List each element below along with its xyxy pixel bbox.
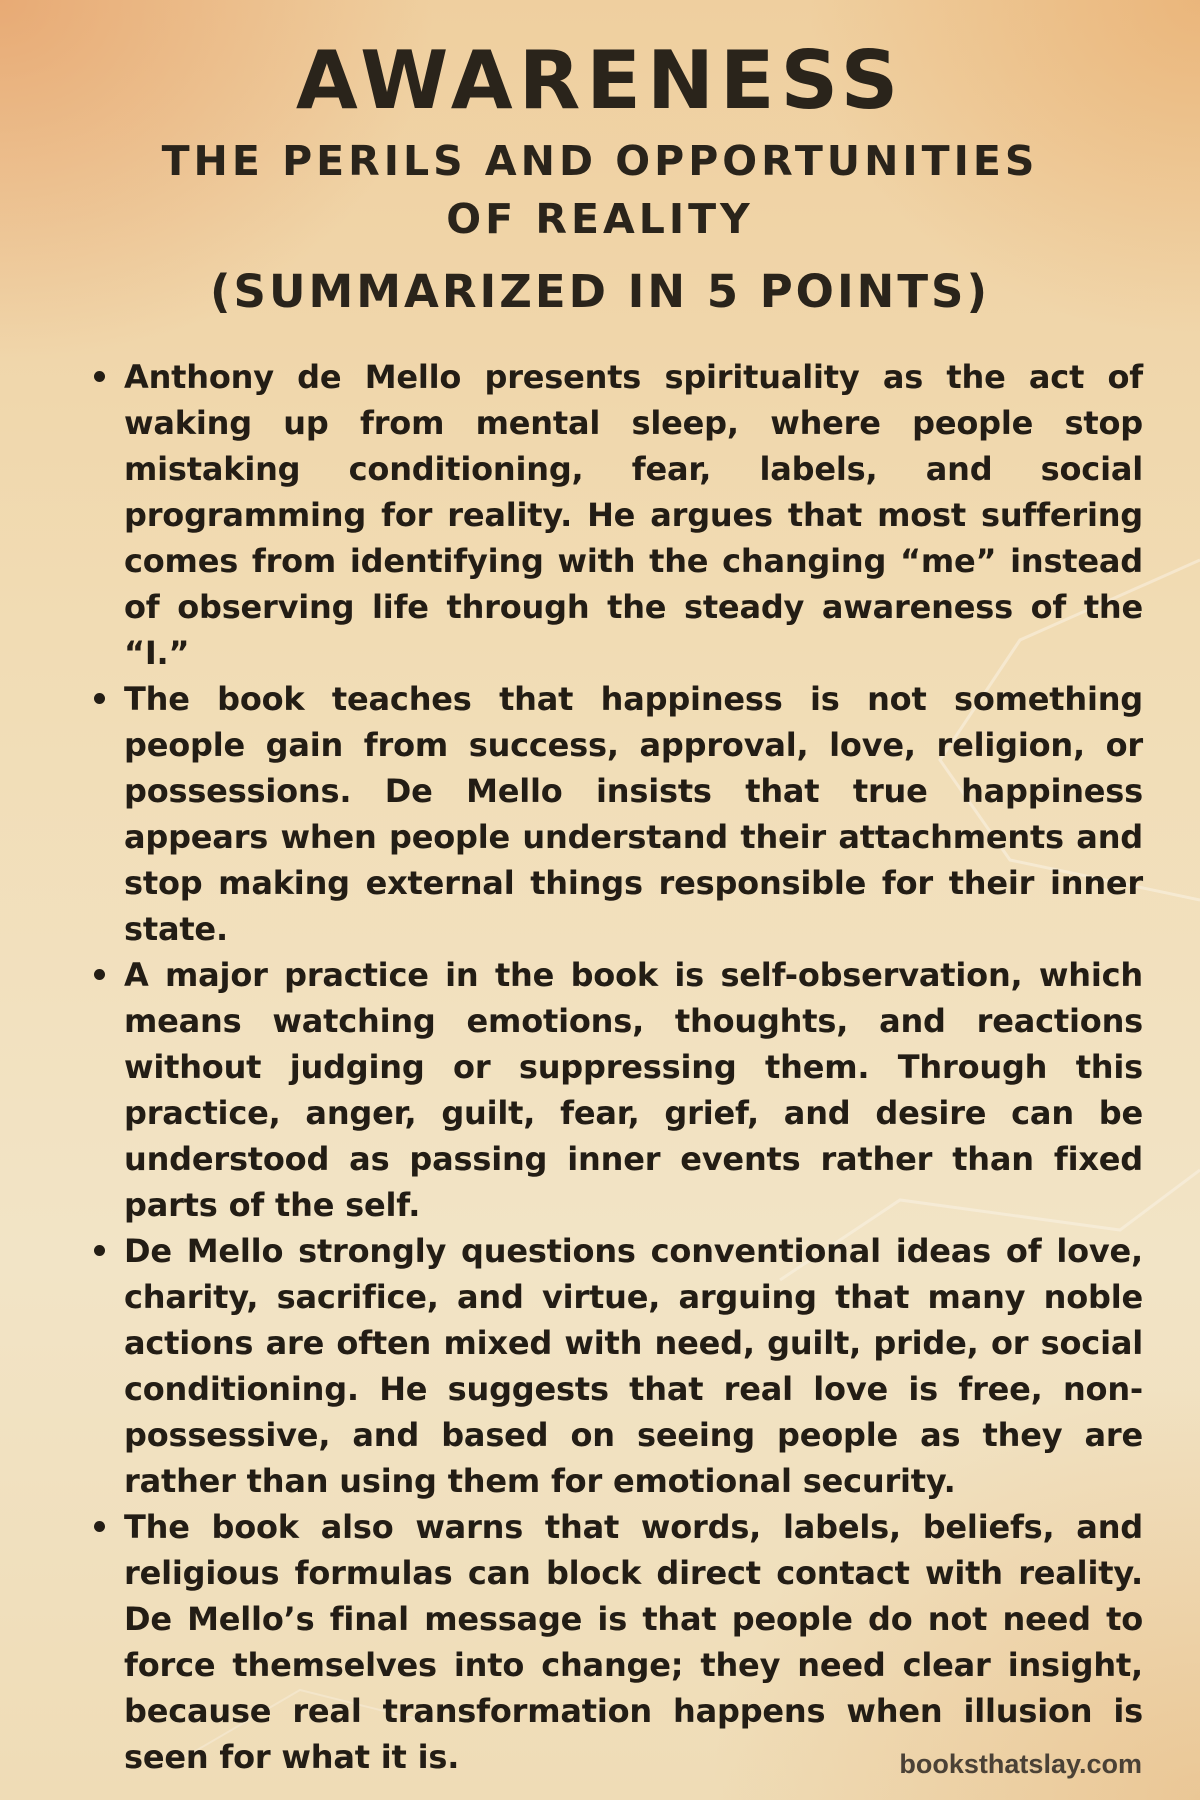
point-text: The book teaches that happiness is not something people gain from success, approval, love, religion, or possessions. De Mello insists that true happiness appears when people understand their attachments and stop making external things responsible for their inner state.	[124, 680, 1143, 948]
bullet-icon	[94, 1245, 105, 1256]
summary-point-4	[88, 1228, 1143, 1504]
summary-points	[88, 354, 1143, 1780]
bullet-icon	[94, 371, 105, 382]
summary-point-5	[88, 1504, 1143, 1780]
summary-note: (SUMMARIZED IN 5 POINTS)	[209, 265, 991, 318]
point-text: A major practice in the book is self-observation, which means watching emotions, thoughts, and reactions without judging or suppressing them. Through this practice, anger, guilt, fear, grief, and desire can be understood as passing inner events rather than fixed parts of the self.	[124, 956, 1143, 1224]
source-url[interactable]: booksthatslay.com	[899, 1749, 1142, 1779]
bullet-icon	[94, 693, 105, 704]
point-text: Anthony de Mello presents spirituality as the act of waking up from mental sleep, where people stop mistaking conditioning, fear, labels, and social programming for reality. He argues that most suffering comes from identifying with the changing “me” instead of observing life through the steady awareness of the “I.”	[124, 358, 1143, 672]
summary-point-1	[88, 354, 1143, 676]
header	[0, 36, 1200, 320]
point-text: De Mello strongly questions conventional ideas of love, charity, sacrifice, and virtue, arguing that many noble actions are often mixed with need, guilt, pride, or social conditioning. He suggests that real love is free, non-possessive, and based on seeing people as they are rather than using them for emotional security.	[124, 1232, 1143, 1500]
book-title: AWARENESS	[295, 34, 905, 127]
bullet-icon	[94, 1521, 105, 1532]
summary-point-2	[88, 676, 1143, 952]
book-subtitle: THE PERILS AND OPPORTUNITIES OF REALITY	[161, 137, 1039, 243]
point-text: The book also warns that words, labels, beliefs, and religious formulas can block direct contact with reality. De Mello’s final message is that people do not need to force themselves into change; they need clear insight, because real transformation happens when illusion is seen for what it is.	[124, 1508, 1143, 1776]
summary-point-3	[88, 952, 1143, 1228]
bullet-icon	[94, 969, 105, 980]
